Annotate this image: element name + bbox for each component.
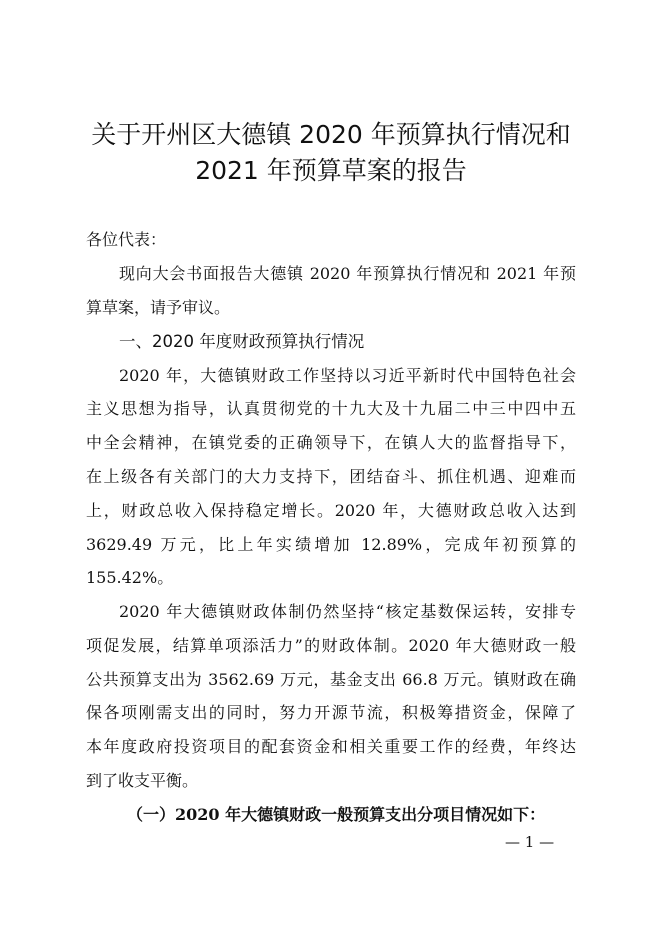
paragraph-line: 现向大会书面报告大德镇 2020 年预算执行情况和 2021 年预: [119, 264, 576, 283]
paragraph-line: 算草案，请予审议。: [86, 298, 231, 317]
paragraph-line: 上，财政总收入保持稳定增长。2020 年，大德财政总收入达到: [86, 501, 576, 520]
paragraph-line: 保各项刚需支出的同时，努力开源节流，积极筹措资金，保障了: [86, 703, 576, 722]
paragraph-line: 155.42%。: [86, 568, 174, 587]
page-number: — 1 —: [505, 833, 555, 851]
paragraph-line: 3629.49 万元，比上年实绩增加 12.89%，完成年初预算的: [86, 535, 576, 554]
paragraph-line: 公共预算支出为 3562.69 万元，基金支出 66.8 万元。镇财政在确: [86, 670, 576, 689]
paragraph-line: 2020 年大德镇财政体制仍然坚持“核定基数保运转，安排专: [119, 602, 576, 621]
salutation: 各位代表：: [86, 230, 167, 249]
paragraph-line: 中全会精神，在镇党委的正确领导下，在镇人大的监督指导下，: [86, 433, 576, 452]
report-title-line-2: 2021 年预算草案的报告: [195, 156, 467, 185]
paragraph-line: 2020 年，大德镇财政工作坚持以习近平新时代中国特色社会: [119, 366, 576, 385]
report-title-line-1: 关于开州区大德镇 2020 年预算执行情况和: [91, 120, 571, 149]
subsection-heading: （一）2020 年大德镇财政一般预算支出分项目情况如下：: [127, 805, 546, 824]
paragraph-line: 在上级各有关部门的大力支持下，团结奋斗、抓住机遇、迎难而: [86, 467, 576, 486]
paragraph-line: 到了收支平衡。: [86, 771, 199, 790]
section-heading: 一、2020 年度财政预算执行情况: [119, 332, 365, 351]
paragraph-line: 本年度政府投资项目的配套资金和相关重要工作的经费，年终达: [86, 737, 576, 756]
paragraph-line: 项促发展，结算单项添活力”的财政体制。2020 年大德财政一般: [86, 636, 576, 655]
paragraph-line: 主义思想为指导，认真贯彻党的十九大及十九届二中三中四中五: [86, 399, 576, 418]
